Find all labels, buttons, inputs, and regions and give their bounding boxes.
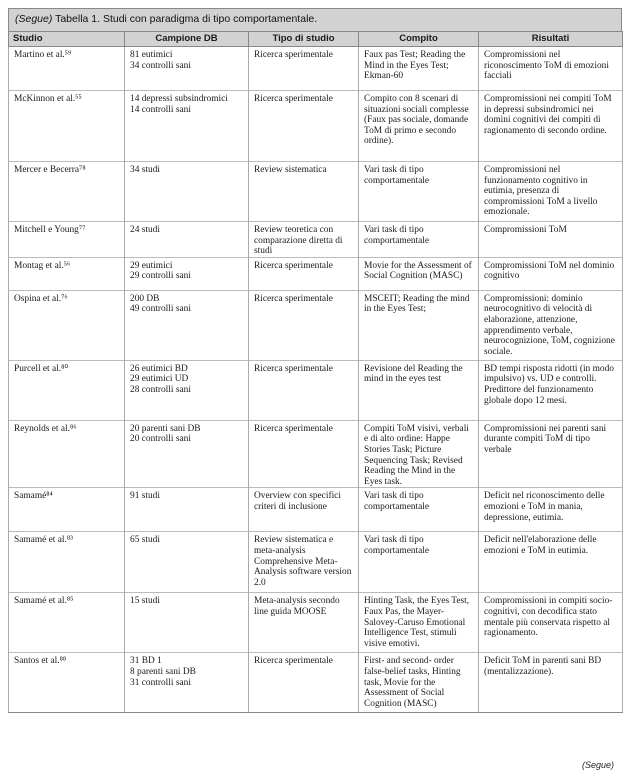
- cell-tipo: Meta-analysis secondo line guida MOOSE: [249, 593, 359, 653]
- table-row: [9, 488, 623, 532]
- cell-compito: Vari task di tipo comportamentale: [359, 222, 479, 258]
- cell-campione: 26 eutimici BD 29 eutimici UD 28 controlli sani: [125, 360, 249, 420]
- table-row: [9, 162, 623, 222]
- cell-tipo: Ricerca sperimentale: [249, 47, 359, 91]
- cell-studio: Samamé et al.⁸⁵: [9, 593, 125, 653]
- table-row: [9, 593, 623, 653]
- cell-risultati: Compromissioni in compiti socio-cognitivi, con decodifica stato mentale più conservata rispetto al ragionamento.: [479, 593, 623, 653]
- table-row: [9, 91, 623, 162]
- cell-campione: 34 studi: [125, 162, 249, 222]
- cell-compito: Revisione del Reading the mind in the eyes test: [359, 360, 479, 420]
- cell-campione: 81 eutimici 34 controlli sani: [125, 47, 249, 91]
- cell-tipo: Ricerca sperimentale: [249, 360, 359, 420]
- cell-risultati: Compromissioni nel funzionamento cognitivo in eutimia, presenza di compromissioni ToM a livello emozionale.: [479, 162, 623, 222]
- table-row: [9, 653, 623, 713]
- cell-compito: Vari task di tipo comportamentale: [359, 162, 479, 222]
- table-row: [9, 532, 623, 593]
- cell-compito: Movie for the Assessment of Social Cognition (MASC): [359, 257, 479, 290]
- cell-compito: Compito con 8 scenari di situazioni sociali complesse (Faux pas sociale, domande ToM di primo e secondo ordine).: [359, 91, 479, 162]
- header-risultati: Risultati: [479, 32, 623, 47]
- header-compito: Compito: [359, 32, 479, 47]
- cell-risultati: Compromissioni ToM: [479, 222, 623, 258]
- cell-risultati: Deficit nel riconoscimento delle emozioni e ToM in mania, depressione, eutimia.: [479, 488, 623, 532]
- cell-compito: Vari task di tipo comportamentale: [359, 532, 479, 593]
- cell-tipo: Overview con specifici criteri di inclusione: [249, 488, 359, 532]
- cell-studio: Mitchell e Young⁷⁷: [9, 222, 125, 258]
- cell-risultati: Compromissioni nel riconoscimento ToM di emozioni facciali: [479, 47, 623, 91]
- cell-compito: Hinting Task, the Eyes Test, Faux Pas, the Mayer-Salovey-Caruso Emotional Intelligence Test, stimuli visive emotivi.: [359, 593, 479, 653]
- table-row: [9, 420, 623, 488]
- cell-studio: Samamé et al.⁸³: [9, 532, 125, 593]
- caption-prefix: (Segue): [15, 13, 53, 25]
- header-campione: Campione DB: [125, 32, 249, 47]
- cell-campione: 91 studi: [125, 488, 249, 532]
- cell-risultati: Compromissioni: dominio neurocognitivo di velocità di elaborazione, attenzione, apprendimento verbale, neurocognizione, ToM, cognizione sociale.: [479, 290, 623, 360]
- table-row: [9, 290, 623, 360]
- cell-studio: Ospina et al.⁷⁶: [9, 290, 125, 360]
- cell-tipo: Ricerca sperimentale: [249, 91, 359, 162]
- cell-risultati: Compromissioni nei parenti sani durante compiti ToM di tipo verbale: [479, 420, 623, 488]
- table-row: [9, 47, 623, 91]
- cell-compito: MSCEIT; Reading the mind in the Eyes Test;: [359, 290, 479, 360]
- table-row: [9, 360, 623, 420]
- continuation-note: (Segue): [581, 760, 614, 770]
- cell-tipo: Review sistematica: [249, 162, 359, 222]
- cell-risultati: BD tempi risposta ridotti (in modo impulsivo) vs. UD e controlli. Predittore del funzionamento globale dopo 12 mesi.: [479, 360, 623, 420]
- cell-tipo: Ricerca sperimentale: [249, 653, 359, 713]
- cell-studio: Reynolds et al.⁸⁶: [9, 420, 125, 488]
- cell-studio: Purcell et al.⁸⁰: [9, 360, 125, 420]
- cell-studio: Santos et al.⁸⁸: [9, 653, 125, 713]
- cell-studio: Martino et al.⁵⁹: [9, 47, 125, 91]
- cell-risultati: Compromissioni ToM nel dominio cognitivo: [479, 257, 623, 290]
- cell-compito: First- and second- order false-belief tasks, Hinting task, Movie for the Assessment of Social Cognition (MASC): [359, 653, 479, 713]
- cell-tipo: Ricerca sperimentale: [249, 290, 359, 360]
- cell-risultati: Deficit ToM in parenti sani BD (mentalizzazione).: [479, 653, 623, 713]
- cell-studio: McKinnon et al.⁵⁵: [9, 91, 125, 162]
- cell-studio: Mercer e Becerra⁷⁸: [9, 162, 125, 222]
- cell-campione: 24 studi: [125, 222, 249, 258]
- document-page: [8, 8, 622, 713]
- cell-campione: 14 depressi subsindromici 14 controlli sani: [125, 91, 249, 162]
- cell-campione: 31 BD 1 8 parenti sani DB 31 controlli sani: [125, 653, 249, 713]
- cell-tipo: Review teoretica con comparazione diretta di studi: [249, 222, 359, 258]
- table-row: [9, 222, 623, 258]
- cell-campione: 29 eutimici 29 controlli sani: [125, 257, 249, 290]
- header-studio: Studio: [9, 32, 125, 47]
- cell-campione: 20 parenti sani DB 20 controlli sani: [125, 420, 249, 488]
- cell-compito: Vari task di tipo comportamentale: [359, 488, 479, 532]
- cell-compito: Compiti ToM visivi, verbali e di alto ordine: Happe Stories Task; Picture Sequencing Task; Revised Reading the Mind in the Eyes task.: [359, 420, 479, 488]
- table-caption: [8, 8, 622, 31]
- studies-table: [8, 31, 623, 713]
- cell-studio: Samamé⁸⁴: [9, 488, 125, 532]
- caption-text: Tabella 1. Studi con paradigma di tipo comportamentale.: [52, 13, 318, 25]
- table-row: [9, 257, 623, 290]
- table-header-row: [9, 32, 623, 47]
- header-tipo: Tipo di studio: [249, 32, 359, 47]
- cell-studio: Montag et al.⁵⁶: [9, 257, 125, 290]
- cell-risultati: Compromissioni nei compiti ToM in depressi subsindromici nei domini cognitivi dei compiti di ragionamento di secondo ordine.: [479, 91, 623, 162]
- cell-risultati: Deficit nell'elaborazione delle emozioni e ToM in eutimia.: [479, 532, 623, 593]
- cell-tipo: Ricerca sperimentale: [249, 257, 359, 290]
- cell-campione: 65 studi: [125, 532, 249, 593]
- cell-campione: 200 DB 49 controlli sani: [125, 290, 249, 360]
- cell-tipo: Review sistematica e meta-analysis Comprehensive Meta-Analysis software version 2.0: [249, 532, 359, 593]
- cell-tipo: Ricerca sperimentale: [249, 420, 359, 488]
- cell-campione: 15 studi: [125, 593, 249, 653]
- cell-compito: Faux pas Test; Reading the Mind in the Eyes Test; Ekman-60: [359, 47, 479, 91]
